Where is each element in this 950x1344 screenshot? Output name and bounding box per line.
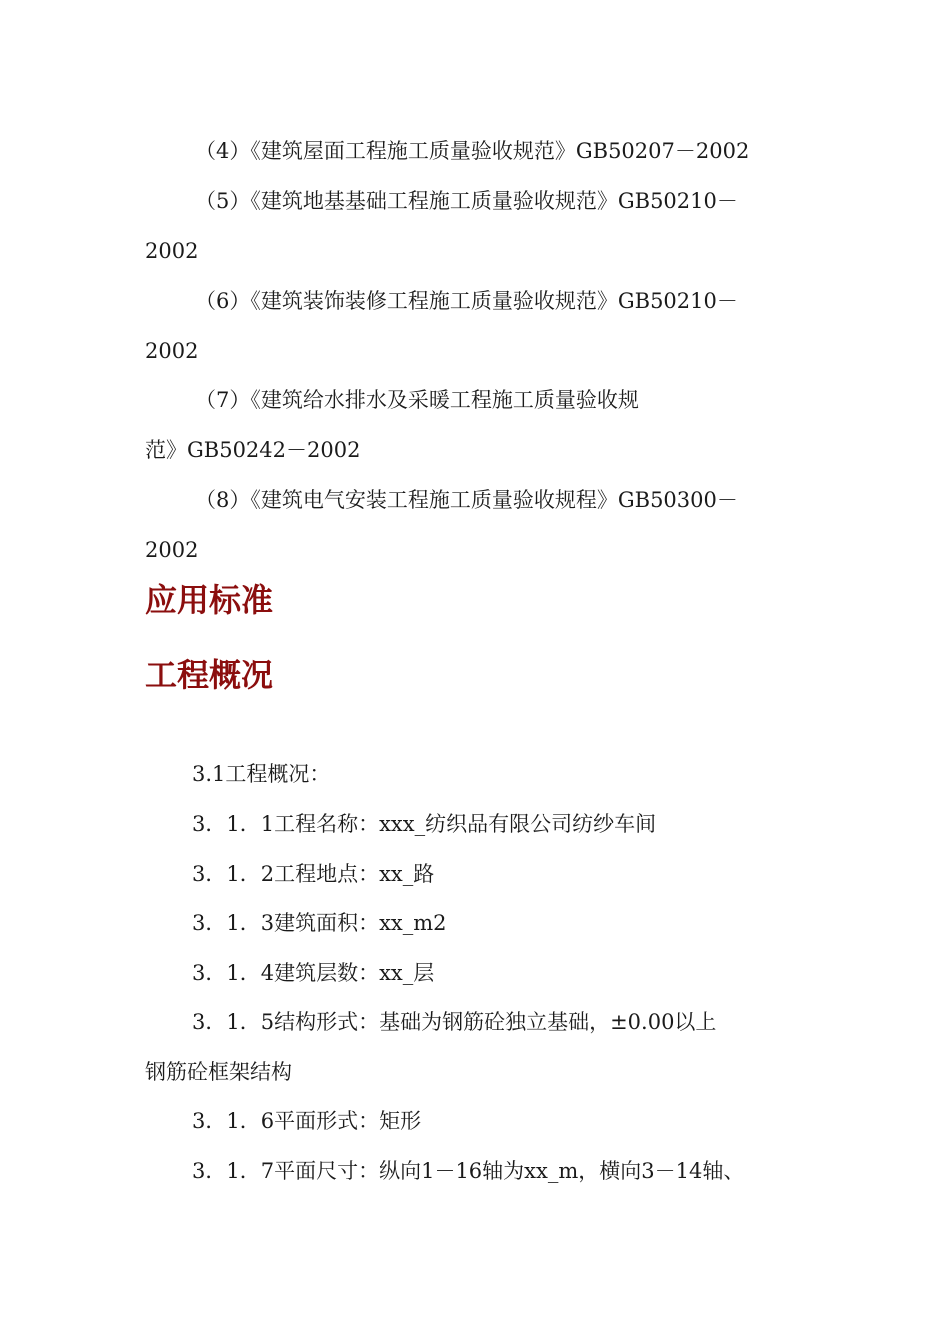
overview-line-6: 3．1．5结构形式：基础为钢筋砼独立基础，±0.00以上 <box>192 1010 717 1034</box>
overview-line-7: 3．1．6平面形式：矩形 <box>192 1109 422 1133</box>
reference-item-7-cont: 范》GB50242－2002 <box>145 438 361 462</box>
reference-item-4: （4）《建筑屋面工程施工质量验收规范》GB50207－2002 <box>195 139 750 163</box>
reference-item-5: （5）《建筑地基基础工程施工质量验收规范》GB50210－ <box>195 189 738 213</box>
reference-item-7: （7）《建筑给水排水及采暖工程施工质量验收规 <box>195 388 639 412</box>
reference-item-6-cont: 2002 <box>145 339 199 363</box>
overview-line-2: 3．1．1工程名称：xxx_纺织品有限公司纺纱车间 <box>192 812 657 836</box>
reference-item-8-cont: 2002 <box>145 538 199 562</box>
section-heading-overview: 工程概况 <box>145 656 274 694</box>
reference-item-8: （8）《建筑电气安装工程施工质量验收规程》GB50300－ <box>195 488 738 512</box>
overview-line-8: 3．1．7平面尺寸：纵向1－16轴为xx_m，横向3－14轴、 <box>192 1159 745 1183</box>
section-heading-standards: 应用标准 <box>145 581 274 619</box>
overview-line-5: 3．1．4建筑层数：xx_层 <box>192 961 435 985</box>
overview-line-6-cont: 钢筋砼框架结构 <box>145 1060 292 1084</box>
overview-line-3: 3．1．2工程地点：xx_路 <box>192 862 435 886</box>
reference-item-6: （6）《建筑装饰装修工程施工质量验收规范》GB50210－ <box>195 289 738 313</box>
reference-item-5-cont: 2002 <box>145 239 199 263</box>
overview-line-4: 3．1．3建筑面积：xx_m2 <box>192 911 447 935</box>
overview-line-1: 3.1工程概况： <box>192 762 331 786</box>
